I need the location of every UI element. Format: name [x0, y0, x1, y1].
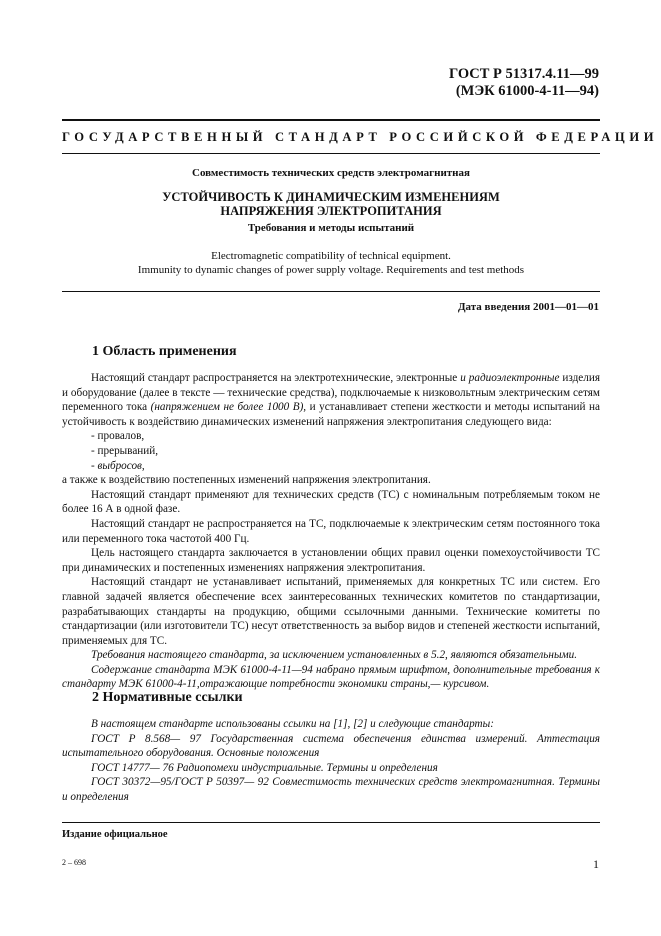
top-rule — [62, 119, 600, 121]
section-2-body — [62, 717, 600, 805]
section-2-heading: 2 Нормативные ссылки — [92, 690, 243, 705]
footer-rule — [62, 822, 600, 823]
title-line-1: УСТОЙЧИВОСТЬ К ДИНАМИЧЕСКИМ ИЗМЕНЕНИЯМ — [162, 190, 500, 204]
english-title — [62, 249, 600, 277]
effective-date: Дата введения 2001—01—01 — [457, 301, 599, 313]
title-line-2: НАПРЯЖЕНИЯ ЭЛЕКТРОПИТАНИЯ — [220, 204, 442, 218]
list-item: - прерываний, — [91, 444, 159, 457]
print-code: 2 – 698 — [62, 858, 86, 867]
standard-subtitle: Требования и методы испытаний — [247, 222, 415, 234]
paragraph-exclusion: Настоящий стандарт не распространяется на ТС, подключаемые к электрическим сетям постоянного тока или переменного тока частотой 400 Гц. — [62, 517, 600, 545]
paragraph-purpose: Цель настоящего стандарта заключается в установлении общих правил оценки помехоустойчивости ТС при динамических и постепенных изменениях напряжения электропитания. — [62, 547, 600, 574]
english-line-1: Electromagnetic compatibility of technical equipment. — [211, 250, 451, 262]
paragraph-tests: Настоящий стандарт не устанавливает испытаний, применяемых для конкретных ТС или систем. Его главной задачей является обеспечение всех заинтересованных технических комитетов по стандартизации, разрабатывающих стандарты на продукцию, общими ссылочными данными. Технические комитеты по стандартизации (или изготовители ТС) несут ответственность за выбор видов и степеней жесткости испытаний, применяемых для ТС. — [62, 576, 600, 647]
references-intro: В настоящем стандарте использованы ссылки на [1], [2] и следующие стандарты: — [91, 718, 494, 730]
italic-run: (напряжением не более 1000 В), — [150, 401, 307, 414]
paragraph-current: Настоящий стандарт применяют для технических средств (ТС) с номинальным потребляемым током не более 16 А в одной фазе. — [62, 488, 600, 516]
text-run: изделия и оборудование (далее в тексте — технические средства), подключаемые к низковольтным электрическим сетям переменного тока — [62, 372, 600, 414]
iec-number: (МЭК 61000-4-11—94) — [455, 83, 599, 99]
paragraph-mandatory: Требования настоящего стандарта, за исключением установленных в 5.2, являются обязательными. — [91, 649, 578, 662]
title-rule — [62, 291, 600, 292]
reference-item: ГОСТ 14777— 76 Радиопомехи индустриальные. Термины и определения — [91, 761, 438, 774]
section-1-heading: 1 Область применения — [92, 344, 237, 359]
list-item: - выбросов, — [91, 459, 145, 472]
english-line-2: Immunity to dynamic changes of power supply voltage. Requirements and test methods — [137, 264, 525, 276]
list-item: - провалов, — [91, 430, 145, 443]
standard-subject: Совместимость технических средств электромагнитная — [192, 167, 470, 179]
paragraph-tail: а также к воздействию постепенных изменений напряжения электропитания. — [62, 474, 431, 487]
section-1-body — [62, 371, 600, 692]
text-run: Настоящий стандарт распространяется на электротехнические, электронные — [91, 372, 461, 384]
edition-label: Издание официальное — [62, 829, 168, 840]
reference-item: ГОСТ 30372—95/ГОСТ Р 50397— 92 Совместимость технических средств электромагнитная. Термины и определения — [62, 776, 600, 803]
italic-run: и радиоэлектронные — [460, 372, 560, 384]
text-run: и устанавливает степени жесткости и методы испытаний на устойчивость к воздействию динамических изменений напряжения электропитания следующего вида: — [62, 401, 600, 428]
banner-rule — [62, 153, 600, 154]
page-number: 1 — [593, 857, 599, 871]
reference-item: ГОСТ Р 8.568— 97 Государственная система обеспечения единства измерений. Аттестация испытательного оборудования. Основные положения — [62, 732, 600, 760]
gost-number: ГОСТ Р 51317.4.11—99 — [448, 66, 599, 82]
state-standard-banner: ГОСУДАРСТВЕННЫЙ СТАНДАРТ РОССИЙСКОЙ ФЕДЕРАЦИИ — [62, 130, 659, 144]
standard-code — [449, 66, 599, 100]
paragraph-content-note: Содержание стандарта МЭК 61000-4-11—94 набрано прямым шрифтом, дополнительные требования к стандарту МЭК 61000-4-11,отражающие потребности экономики страны,— курсивом. — [62, 663, 600, 691]
standard-title — [62, 190, 600, 218]
paragraph-scope — [62, 371, 600, 429]
